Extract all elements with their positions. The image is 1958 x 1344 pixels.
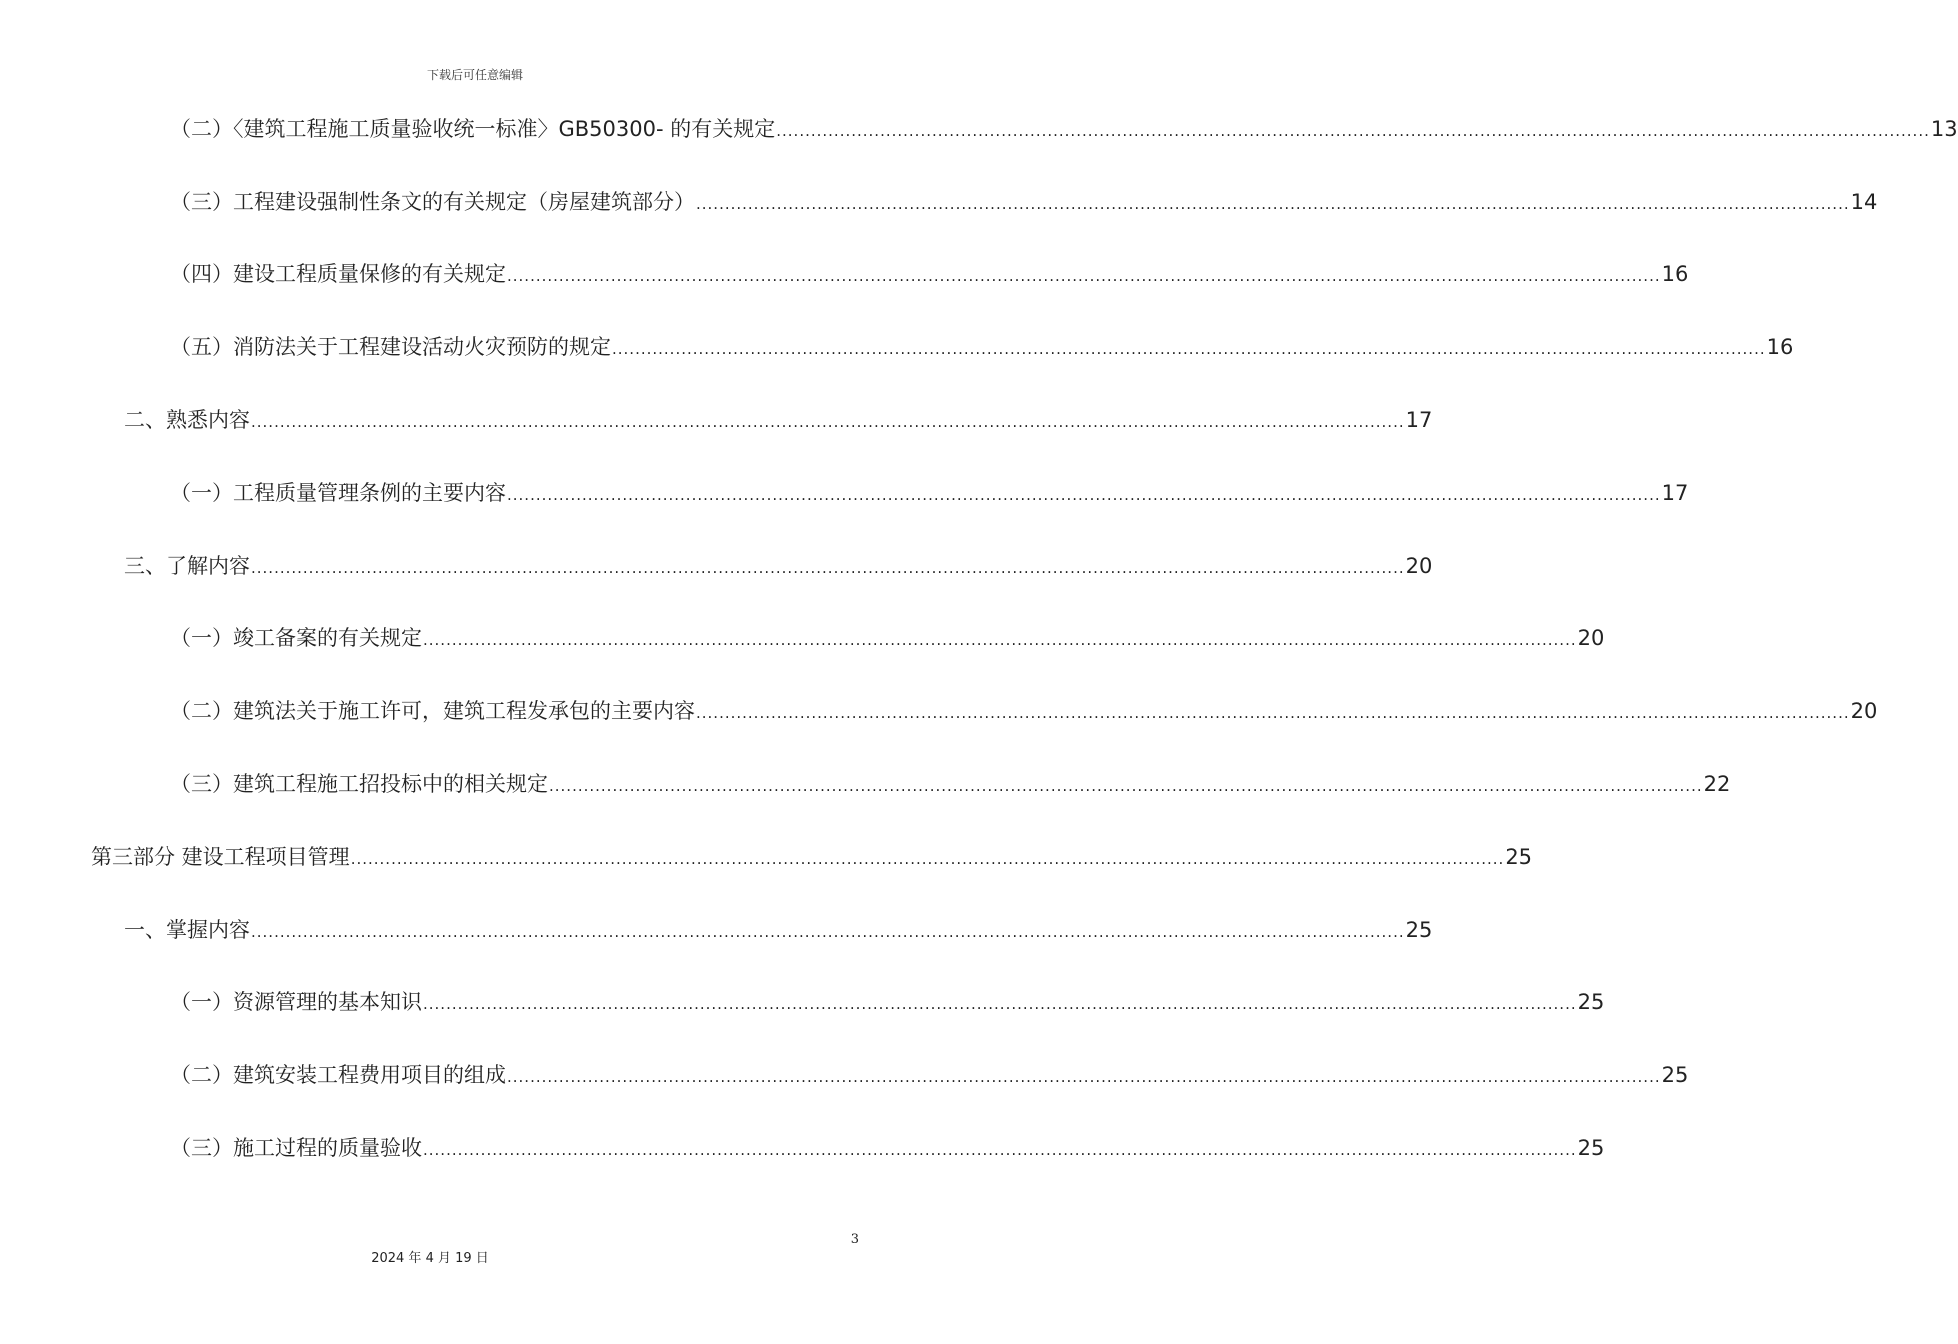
toc-entry-page: 20 <box>1577 626 1605 650</box>
toc-dot-leader: ........................................................................................................................................................................................................ <box>696 704 1850 722</box>
toc-entry-title: 一、掌握内容 <box>124 918 250 942</box>
toc-entry-title: （四）建设工程质量保修的有关规定 <box>170 262 506 286</box>
toc-entry-page: 25 <box>1505 845 1533 869</box>
toc-entry-page: 17 <box>1661 481 1689 505</box>
toc-entry[interactable] <box>170 623 1605 653</box>
toc-entry-title: （一）竣工备案的有关规定 <box>170 626 422 650</box>
toc-entry-page: 25 <box>1661 1063 1689 1087</box>
toc-entry-page: 16 <box>1661 262 1689 286</box>
toc-entry[interactable] <box>170 114 1958 144</box>
toc-entry-title: 第三部分 建设工程项目管理 <box>91 845 350 869</box>
toc-entry[interactable] <box>124 551 1433 581</box>
toc-entry-title: （一）资源管理的基本知识 <box>170 990 422 1014</box>
toc-entry[interactable] <box>124 915 1433 945</box>
toc-dot-leader: ........................................................................................................................................................................................................ <box>507 1068 1661 1086</box>
toc-entry-page: 13 <box>1930 117 1958 141</box>
toc-entry[interactable] <box>170 332 1794 362</box>
toc-dot-leader: ........................................................................................................................................................................................................ <box>696 195 1850 213</box>
toc-dot-leader: ........................................................................................................................................................................................................ <box>507 486 1661 504</box>
toc-entry-title: （一）工程质量管理条例的主要内容 <box>170 481 506 505</box>
toc-entry-page: 25 <box>1405 918 1433 942</box>
toc-dot-leader: ........................................................................................................................................................................................................ <box>251 559 1405 577</box>
toc-dot-leader: ........................................................................................................................................................................................................ <box>251 413 1405 431</box>
toc-dot-leader: ........................................................................................................................................................................................................ <box>251 923 1405 941</box>
toc-dot-leader: ........................................................................................................................................................................................................ <box>423 995 1577 1013</box>
toc-dot-leader: ........................................................................................................................................................................................................ <box>507 267 1661 285</box>
toc-entry-title: （二）建筑法关于施工许可，建筑工程发承包的主要内容 <box>170 699 695 723</box>
toc-dot-leader: ........................................................................................................................................................................................................ <box>423 1141 1577 1159</box>
toc-entry[interactable] <box>170 696 1878 726</box>
toc-dot-leader: ........................................................................................................................................................................................................ <box>549 777 1703 795</box>
toc-dot-leader: ........................................................................................................................................................................................................ <box>350 850 1505 868</box>
toc-entry-page: 20 <box>1850 699 1878 723</box>
toc-entry-page: 25 <box>1577 1136 1605 1160</box>
toc-entry[interactable] <box>170 259 1689 289</box>
toc-dot-leader: ........................................................................................................................................................................................................ <box>423 631 1577 649</box>
toc-entry[interactable] <box>170 769 1731 799</box>
toc-entry-title: （二）〈建筑工程施工质量验收统一标准〉GB50300- 的有关规定 <box>170 117 776 141</box>
toc-dot-leader: ........................................................................................................................................................................................................ <box>612 340 1766 358</box>
toc-entry-page: 17 <box>1405 408 1433 432</box>
page-footer-date: 2024 年 4 月 19 日 <box>371 1251 489 1266</box>
toc-entry-title: （二）建筑安装工程费用项目的组成 <box>170 1063 506 1087</box>
page-header: 下载后可任意编辑 <box>426 68 523 82</box>
toc-entry-title: （三）施工过程的质量验收 <box>170 1136 422 1160</box>
toc-entry[interactable] <box>170 1060 1689 1090</box>
toc-entry-title: （三）工程建设强制性条文的有关规定（房屋建筑部分） <box>170 190 695 214</box>
toc-entry[interactable] <box>170 478 1689 508</box>
toc-entry[interactable] <box>170 187 1878 217</box>
toc-entry-page: 22 <box>1703 772 1731 796</box>
toc-entry-page: 20 <box>1405 554 1433 578</box>
toc-entry-title: 二、熟悉内容 <box>124 408 250 432</box>
toc-entry-page: 16 <box>1766 335 1794 359</box>
toc-entry[interactable] <box>170 987 1605 1017</box>
toc-entry-page: 14 <box>1850 190 1878 214</box>
toc-entry-title: （五）消防法关于工程建设活动火灾预防的规定 <box>170 335 611 359</box>
toc-entry-title: 三、了解内容 <box>124 554 250 578</box>
toc-entry[interactable] <box>124 405 1433 435</box>
toc-entry[interactable] <box>170 1133 1605 1163</box>
toc-dot-leader: ........................................................................................................................................................................................................ <box>776 122 1930 140</box>
toc-entry-page: 25 <box>1577 990 1605 1014</box>
page-number: 3 <box>850 1232 859 1247</box>
toc-entry[interactable] <box>91 842 1533 872</box>
toc-entry-title: （三）建筑工程施工招投标中的相关规定 <box>170 772 548 796</box>
